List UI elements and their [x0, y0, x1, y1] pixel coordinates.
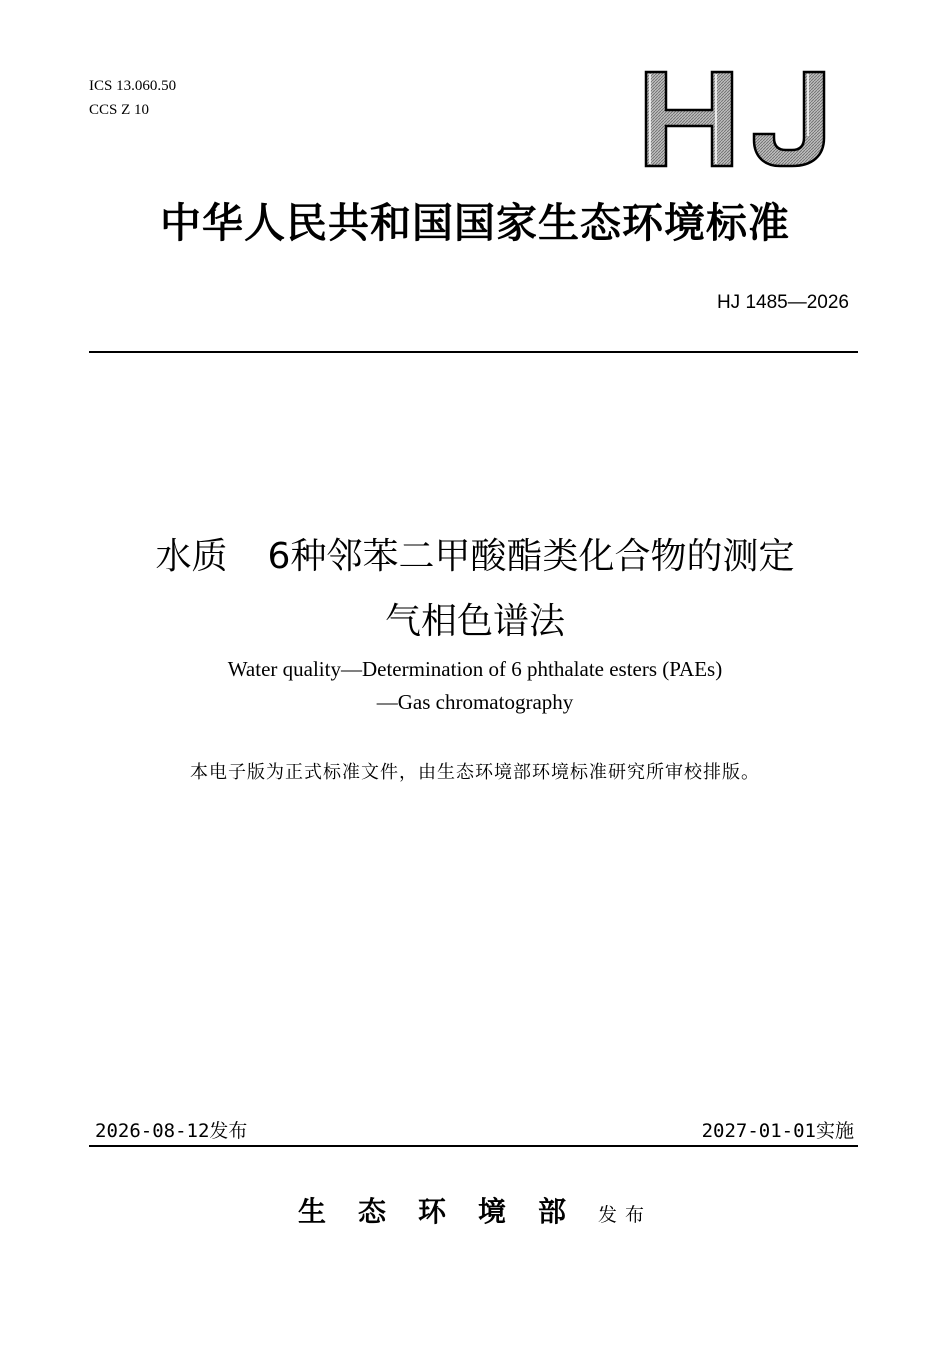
publisher: [0, 1190, 950, 1230]
effective-date: 2027-01-01实施: [701, 1120, 854, 1142]
title-en-line2: —Gas chromatography: [376, 690, 574, 714]
title-en-line1: Water quality—Determination of 6 phthalate esters (PAEs): [227, 657, 723, 681]
publisher-name: 生态环境部: [297, 1195, 598, 1228]
title-zh-topic: 6种邻苯二甲酸酯类化合物的测定: [267, 536, 795, 577]
issue-date: 2026-08-12发布: [95, 1120, 248, 1142]
ics-code: ICS 13.060.50: [89, 78, 177, 94]
classification-codes: [89, 74, 176, 122]
standard-number: HJ 1485—2026: [716, 292, 849, 313]
bottom-divider: [89, 1145, 858, 1147]
hj-logo: [640, 66, 840, 172]
ccs-code: CCS Z 10: [89, 102, 150, 118]
organization-title: 中华人民共和国国家生态环境标准: [160, 199, 790, 247]
electronic-version-notice: 本电子版为正式标准文件，由生态环境部环境标准研究所审校排版。: [190, 762, 760, 783]
publisher-verb: 发布: [598, 1204, 653, 1226]
title-zh-line2: 气相色谱法: [384, 601, 565, 642]
title-zh-subject: 水质: [155, 536, 228, 577]
top-divider: [89, 351, 858, 353]
title-zh-line1: [0, 528, 950, 579]
